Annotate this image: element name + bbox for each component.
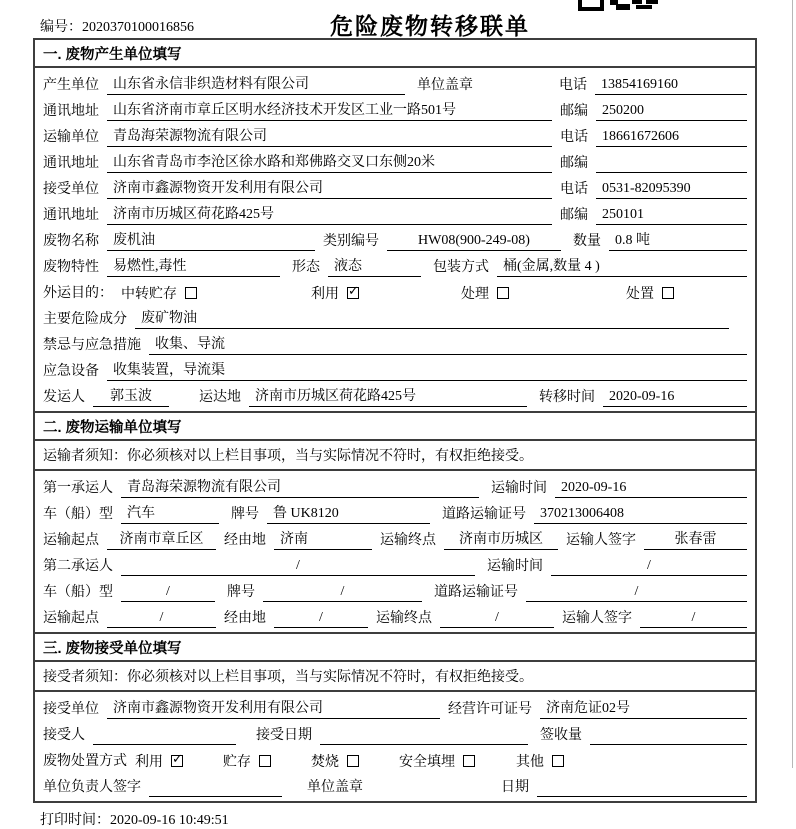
first-carrier-sign-value: 张春雷 <box>644 528 747 550</box>
checkbox-icon <box>185 287 197 299</box>
first-plate-label: 牌号 <box>231 507 259 522</box>
second-carrier-sign-value: / <box>640 610 747 628</box>
responsible-sign-value <box>149 795 282 797</box>
waste-category-value: HW08(900-249-08) <box>387 233 561 251</box>
row-first-vehicle <box>35 499 755 525</box>
checkbox-icon <box>662 287 674 299</box>
receive-phone-label: 电话 <box>560 182 588 197</box>
receive-zip-value: 250101 <box>596 207 747 225</box>
section-transporter-title: 二. 废物运输单位填写 <box>35 411 755 441</box>
purpose-option-storage <box>121 283 311 303</box>
purpose-option-storage-label: 中转贮存 <box>121 287 177 302</box>
section-receiver-title: 三. 废物接受单位填写 <box>35 632 755 662</box>
disposal-option-other <box>516 751 747 771</box>
sender-value: 郭玉波 <box>93 385 169 407</box>
receiver-unit-value: 济南市鑫源物资开发利用有限公司 <box>107 697 440 719</box>
produce-address-value: 山东省济南市章丘区明水经济技术开发区工业一路501号 <box>107 99 552 121</box>
sign-date-value <box>537 795 747 797</box>
disposal-option-other-label: 其他 <box>516 755 544 770</box>
second-carrier-value: / <box>121 558 475 576</box>
transport-unit-value: 青岛海荣源物流有限公司 <box>107 125 552 147</box>
waste-form-label: 形态 <box>292 260 320 275</box>
row-produce-address <box>35 96 755 122</box>
checkbox-icon <box>347 755 359 767</box>
produce-phone-label: 电话 <box>559 78 587 93</box>
first-carrier-sign-label: 运输人签字 <box>566 533 636 548</box>
receive-unit-label: 接受单位 <box>43 182 99 197</box>
section-receiver-body <box>35 692 755 801</box>
section-producer <box>35 40 755 411</box>
unit-seal-label: 单位盖章 <box>417 78 473 93</box>
row-second-vehicle <box>35 577 755 603</box>
produce-address-label: 通讯地址 <box>43 104 99 119</box>
transfer-time-value: 2020-09-16 <box>603 389 747 407</box>
waste-pack-label: 包装方式 <box>433 260 489 275</box>
receive-address-value: 济南市历城区荷花路425号 <box>107 203 552 225</box>
produce-phone-value: 13854169160 <box>595 77 747 95</box>
row-first-route <box>35 525 755 551</box>
receive-phone-value: 0531-82095390 <box>596 181 747 199</box>
transport-unit-label: 运输单位 <box>43 130 99 145</box>
print-time-line: 打印时间：2020-09-16 10:49:51 <box>40 813 229 828</box>
waste-traits-label: 废物特性 <box>43 260 99 275</box>
destination-value: 济南市历城区荷花路425号 <box>249 385 527 407</box>
first-transport-time-value: 2020-09-16 <box>555 480 747 498</box>
purpose-option-treat <box>461 283 626 303</box>
emergency-measures-value: 收集、导流 <box>149 333 747 355</box>
row-second-carrier <box>35 551 755 577</box>
waste-category-label: 类别编号 <box>323 234 379 249</box>
section-producer-title: 一. 废物产生单位填写 <box>35 40 755 68</box>
receive-address-label: 通讯地址 <box>43 208 99 223</box>
emergency-measures-label: 禁忌与应急措施 <box>43 338 141 353</box>
first-transport-time-label: 运输时间 <box>491 481 547 496</box>
responsible-sign-label: 单位负责人签字 <box>43 780 141 795</box>
second-carrier-label: 第二承运人 <box>43 559 113 574</box>
waste-traits-value: 易燃性,毒性 <box>107 255 280 277</box>
transport-zip-label: 邮编 <box>560 156 588 171</box>
checkbox-icon <box>552 755 564 767</box>
received-qty-label: 签收量 <box>540 728 582 743</box>
receive-date-label: 接受日期 <box>256 728 312 743</box>
serial-number: 2020370100016856 <box>82 20 194 35</box>
disposal-option-burn-label: 焚烧 <box>311 755 339 770</box>
row-waste-traits <box>35 252 755 278</box>
row-waste-name <box>35 226 755 252</box>
disposal-option-store <box>223 751 303 771</box>
second-vehicle-type-value: / <box>121 584 215 602</box>
row-receiver-person <box>35 720 755 746</box>
waste-name-label: 废物名称 <box>43 234 99 249</box>
purpose-option-dispose <box>626 283 747 303</box>
disposal-option-reuse <box>135 751 215 771</box>
transport-address-value: 山东省青岛市李沧区徐水路和郑佛路交叉口东侧20米 <box>107 151 552 173</box>
first-carrier-value: 青岛海荣源物流有限公司 <box>121 476 479 498</box>
transport-phone-value: 18661672606 <box>596 129 747 147</box>
row-receiver-unit <box>35 694 755 720</box>
serial-label: 编号： <box>40 20 82 35</box>
row-sender <box>35 382 755 408</box>
second-carrier-sign-label: 运输人签字 <box>562 611 632 626</box>
row-first-carrier <box>35 473 755 499</box>
purpose-option-treat-label: 处理 <box>461 287 489 302</box>
transport-phone-label: 电话 <box>560 130 588 145</box>
receiver-unit-label: 接受单位 <box>43 702 99 717</box>
waste-pack-value: 桶(金属,数量 4 ) <box>497 255 747 277</box>
row-receive-unit <box>35 174 755 200</box>
row-transport-address <box>35 148 755 174</box>
page-title: 危险废物转移联单 <box>330 13 530 39</box>
receiver-person-value <box>93 743 236 745</box>
page-edge-line <box>792 0 793 768</box>
second-plate-value: / <box>263 584 422 602</box>
receive-date-value <box>320 743 528 745</box>
waste-name-value: 废机油 <box>107 229 315 251</box>
section-transporter <box>35 411 755 632</box>
disposal-option-landfill <box>399 751 504 771</box>
row-second-route <box>35 603 755 629</box>
second-plate-label: 牌号 <box>227 585 255 600</box>
row-transport-unit <box>35 122 755 148</box>
second-vehicle-type-label: 车（船）型 <box>43 585 113 600</box>
disposal-method-label: 废物处置方式 <box>43 754 127 769</box>
row-disposal-method <box>35 746 755 772</box>
second-road-permit-label: 道路运输证号 <box>434 585 518 600</box>
hazard-component-label: 主要危险成分 <box>43 312 127 327</box>
second-transport-time-label: 运输时间 <box>487 559 543 574</box>
first-plate-value: 鲁 UK8120 <box>267 502 430 524</box>
waste-qty-label: 数量 <box>573 234 601 249</box>
transfer-purpose-label: 外运目的： <box>43 286 113 301</box>
first-road-permit-value: 370213006408 <box>534 506 747 524</box>
receive-zip-label: 邮编 <box>560 208 588 223</box>
receive-unit-value: 济南市鑫源物资开发利用有限公司 <box>107 177 552 199</box>
sign-date-label: 日期 <box>501 780 529 795</box>
purpose-option-reuse-label: 利用 <box>311 287 339 302</box>
emergency-equipment-label: 应急设备 <box>43 364 99 379</box>
waste-transfer-manifest <box>33 8 757 829</box>
sender-label: 发运人 <box>43 390 85 405</box>
second-road-permit-value: / <box>526 584 747 602</box>
license-number-label: 经营许可证号 <box>448 702 532 717</box>
receiver-notice: 接受者须知：你必须核对以上栏目事项，当与实际情况不符时，有权拒绝接受。 <box>35 662 755 692</box>
emergency-equipment-value: 收集装置，导流渠 <box>107 359 747 381</box>
second-route-start-value: / <box>107 610 216 628</box>
checkbox-icon <box>347 287 359 299</box>
license-number-value: 济南危证02号 <box>540 697 747 719</box>
transfer-time-label: 转移时间 <box>539 390 595 405</box>
first-carrier-label: 第一承运人 <box>43 481 113 496</box>
row-emergency-equipment <box>35 356 755 382</box>
disposal-option-reuse-label: 利用 <box>135 755 163 770</box>
transporter-notice: 运输者须知：你必须核对以上栏目事项，当与实际情况不符时，有权拒绝接受。 <box>35 441 755 471</box>
waste-qty-value: 0.8 吨 <box>609 229 747 251</box>
row-produce-unit <box>35 70 755 96</box>
produce-zip-value: 250200 <box>596 103 747 121</box>
row-responsible-sign <box>35 772 755 798</box>
produce-unit-label: 产生单位 <box>43 78 99 93</box>
destination-label: 运达地 <box>199 390 241 405</box>
checkbox-icon <box>497 287 509 299</box>
transport-zip-value <box>596 171 747 173</box>
second-route-via-label: 经由地 <box>224 611 266 626</box>
row-hazard-component <box>35 304 755 330</box>
checkbox-icon <box>171 755 183 767</box>
manifest-form <box>33 38 757 803</box>
first-route-via-label: 经由地 <box>224 533 266 548</box>
purpose-option-reuse <box>311 283 461 303</box>
qr-code-fragment-icon <box>578 0 658 11</box>
second-route-via-value: / <box>274 610 368 628</box>
first-route-via-value: 济南 <box>274 528 372 550</box>
transport-address-label: 通讯地址 <box>43 156 99 171</box>
disposal-option-store-label: 贮存 <box>223 755 251 770</box>
section-transporter-body <box>35 471 755 632</box>
checkbox-icon <box>259 755 271 767</box>
checkbox-icon <box>463 755 475 767</box>
row-receive-address <box>35 200 755 226</box>
produce-zip-label: 邮编 <box>560 104 588 119</box>
purpose-option-dispose-label: 处置 <box>626 287 654 302</box>
first-vehicle-type-value: 汽车 <box>121 502 219 524</box>
disposal-option-landfill-label: 安全填埋 <box>399 755 455 770</box>
first-route-start-label: 运输起点 <box>43 533 99 548</box>
first-route-start-value: 济南市章丘区 <box>107 528 216 550</box>
second-route-start-label: 运输起点 <box>43 611 99 626</box>
second-route-end-value: / <box>440 610 554 628</box>
first-route-end-value: 济南市历城区 <box>444 528 558 550</box>
disposal-option-burn <box>311 751 391 771</box>
document-header <box>33 8 757 38</box>
row-emergency-measures <box>35 330 755 356</box>
second-transport-time-value: / <box>551 558 747 576</box>
section-producer-body <box>35 68 755 411</box>
hazard-component-value: 废矿物油 <box>135 307 729 329</box>
first-road-permit-label: 道路运输证号 <box>442 507 526 522</box>
row-transfer-purpose <box>35 278 755 304</box>
waste-form-value: 液态 <box>328 255 421 277</box>
produce-unit-value: 山东省永信非织造材料有限公司 <box>107 73 405 95</box>
section-receiver <box>35 632 755 801</box>
receiver-seal-label: 单位盖章 <box>307 780 363 795</box>
first-route-end-label: 运输终点 <box>380 533 436 548</box>
second-route-end-label: 运输终点 <box>376 611 432 626</box>
first-vehicle-type-label: 车（船）型 <box>43 507 113 522</box>
receiver-person-label: 接受人 <box>43 728 85 743</box>
received-qty-value <box>590 743 747 745</box>
